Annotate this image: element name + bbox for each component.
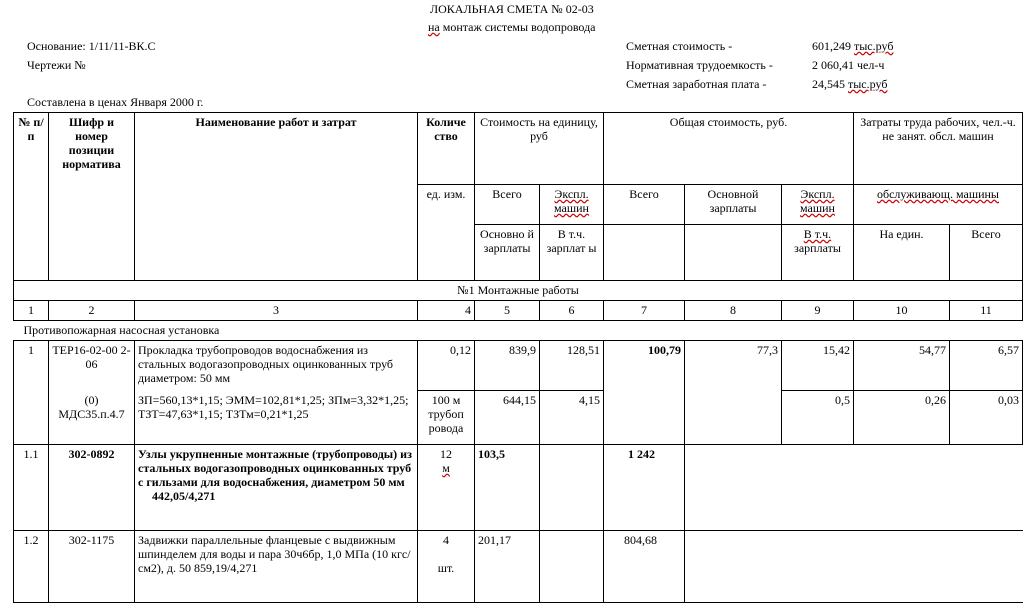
table-row xyxy=(14,531,1023,603)
subtitle-prefix: на xyxy=(428,20,440,34)
row11-code: 302-0892 xyxy=(49,445,135,531)
row11-total-all: 1 242 xyxy=(604,445,685,531)
header-unit-incl-salary: В т.ч. зарплат ы xyxy=(540,225,604,281)
col-num-11: 11 xyxy=(950,301,1023,321)
row1-num-cont xyxy=(14,391,49,445)
header-empty-7 xyxy=(604,225,685,281)
table-row xyxy=(14,391,1023,445)
row11-name: Узлы укрупненные монтажные (трубопроводы) из стальных водогазопроводных оцинкованных труб с гильзами для водоснабжения, диаметром 50 мм 442,05/4,271 xyxy=(135,445,418,531)
row12-qty: 4 xyxy=(443,533,449,547)
row1-labor-total-b: 0,03 xyxy=(950,391,1023,445)
basis-line: Основание: 1/11/11-ВК.С xyxy=(27,39,156,53)
document-subtitle xyxy=(428,20,596,34)
section-row xyxy=(14,281,1023,301)
row1-labor-unit: 54,77 xyxy=(854,341,950,391)
summary-salary-unit: тыс.руб xyxy=(848,77,888,91)
row1-unit-all: 839,9 xyxy=(475,341,540,391)
subtitle-rest: монтаж системы водопровода xyxy=(439,20,596,34)
header-total-expl: Экспл. машин xyxy=(782,185,854,225)
header-total-cost: Общая стоимость, руб. xyxy=(604,113,854,185)
header-unit-main-salary: Основно й зарплаты xyxy=(475,225,540,281)
summary-labor-value: 2 060,41 чел-ч xyxy=(812,58,885,72)
row11-name-tail: 442,05/4,271 xyxy=(152,489,216,503)
row12-empty-rest xyxy=(685,531,1023,603)
header-total-incl-salary: В т.ч. зарплаты xyxy=(782,225,854,281)
row12-name: Задвижки параллельные фланцевые с выдвижным шпинделем для воды и пара 30ч6бр, 1,0 МПа (10 кгс/см2), д. 50 859,19/4,271 xyxy=(135,531,418,603)
table-row xyxy=(14,341,1023,391)
row12-empty-6 xyxy=(540,531,604,603)
row12-unit-all: 201,17 xyxy=(475,531,540,603)
row1-unit: 100 м трубоп ровода xyxy=(418,391,475,445)
summary-salary-label: Сметная заработная плата - xyxy=(626,77,767,91)
header-total-main-salary: Основной зарплаты xyxy=(685,185,782,225)
header-code: Шифр и номер позиции норматива xyxy=(49,113,135,281)
col-num-1: 1 xyxy=(14,301,49,321)
row12-num: 1.2 xyxy=(14,531,49,603)
col-num-2: 2 xyxy=(49,301,135,321)
row1-unit-main: 644,15 xyxy=(475,391,540,445)
row1-code-b: (0) МДС35.п.4.7 xyxy=(49,391,135,445)
row1-total-expl: 15,42 xyxy=(782,341,854,391)
row11-unit-all: 103,5 xyxy=(475,445,540,531)
row1-empty-7 xyxy=(604,391,685,445)
group-title: Противопожарная насосная установка xyxy=(23,323,220,337)
row1-code: ТЕР16-02-00 2-06 xyxy=(49,341,135,391)
col-num-9: 9 xyxy=(782,301,854,321)
row1-labor-unit-b: 0,26 xyxy=(854,391,950,445)
col-num-8: 8 xyxy=(685,301,782,321)
summary-cost-label: Сметная стоимость - xyxy=(626,39,733,53)
col-num-5: 5 xyxy=(475,301,540,321)
summary-salary-value: 24,545 тыс.руб xyxy=(812,77,888,91)
summary-cost-value: 601,249 тыс.руб xyxy=(812,39,894,53)
row1-total-all: 100,79 xyxy=(604,341,685,391)
drawings-line: Чертежи № xyxy=(27,58,86,72)
header-row-1 xyxy=(14,113,1023,185)
row1-total-incl: 0,5 xyxy=(782,391,854,445)
col-num-7: 7 xyxy=(604,301,685,321)
header-unit-expl: Экспл. машин xyxy=(540,185,604,225)
col-num-10: 10 xyxy=(854,301,950,321)
header-per-unit: На един. xyxy=(854,225,950,281)
row11-empty-rest xyxy=(685,445,1023,531)
row12-unit: шт. xyxy=(437,561,455,575)
row1-qty: 0,12 xyxy=(418,341,475,391)
row1-name-b: ЗП=560,13*1,15; ЭММ=102,81*1,25; ЗПм=3,32*1,25; ТЗТ=47,63*1,15; ТЗТм=0,21*1,25 xyxy=(135,391,418,445)
row1-name: Прокладка трубопроводов водоснабжения из стальных водогазопроводных оцинкованных труб диаметром: 50 мм xyxy=(135,341,418,391)
header-unit-all: Всего xyxy=(475,185,540,225)
col-num-4: 4 xyxy=(418,301,475,321)
row12-qty-unit xyxy=(418,531,475,603)
header-num: № п/п xyxy=(14,113,49,281)
header-name: Наименование работ и затрат xyxy=(135,113,418,281)
header-qty: Количе ство xyxy=(418,113,475,185)
row11-num: 1.1 xyxy=(14,445,49,531)
estimate-table xyxy=(13,112,1023,603)
header-labor: Затраты труда рабочих, чел.-ч. не занят. обсл. машин xyxy=(854,113,1023,185)
group-row xyxy=(14,321,1023,341)
row1-unit-incl: 4,15 xyxy=(540,391,604,445)
row12-code: 302-1175 xyxy=(49,531,135,603)
row12-total-all: 804,68 xyxy=(604,531,685,603)
summary-labor-label: Нормативная трудоемкость - xyxy=(626,58,773,72)
row1-labor-total: 6,57 xyxy=(950,341,1023,391)
col-num-3: 3 xyxy=(135,301,418,321)
header-unit-cost: Стоимость на единицу, руб xyxy=(475,113,604,185)
row1-unit-expl: 128,51 xyxy=(540,341,604,391)
row11-unit: м xyxy=(442,461,450,475)
row11-qty: 12 xyxy=(440,447,452,461)
document-title: ЛОКАЛЬНАЯ СМЕТА № 02-03 xyxy=(430,2,594,16)
summary-cost-unit: тыс.руб xyxy=(854,39,894,53)
header-empty-8 xyxy=(685,225,782,281)
header-total-all: Всего xyxy=(604,185,685,225)
header-labor-total: Всего xyxy=(950,225,1023,281)
row1-total-main: 77,3 xyxy=(685,341,782,391)
row11-qty-unit xyxy=(418,445,475,531)
header-machine-service: обслуживающ. машины xyxy=(854,185,1023,225)
column-number-row xyxy=(14,301,1023,321)
header-unit: ед. изм. xyxy=(418,185,475,281)
section-title: №1 Монтажные работы xyxy=(14,281,1023,301)
row1-num: 1 xyxy=(14,341,49,391)
row1-empty-8 xyxy=(685,391,782,445)
table-row xyxy=(14,445,1023,531)
prices-line: Составлена в ценах Января 2000 г. xyxy=(27,95,204,109)
row11-empty-6 xyxy=(540,445,604,531)
col-num-6: 6 xyxy=(540,301,604,321)
